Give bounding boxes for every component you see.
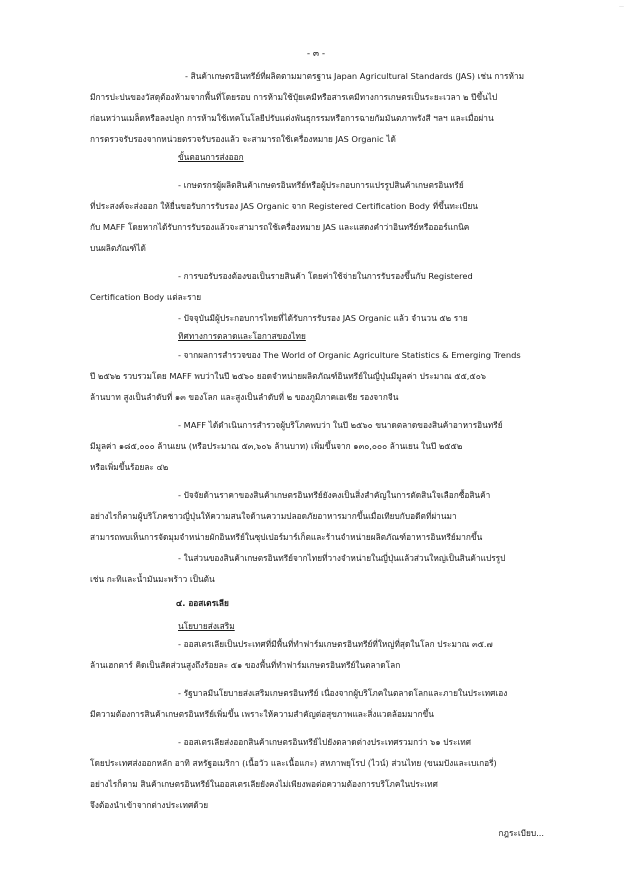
paragraph-line: สามารถพบเห็นการจัดมุมจำหน่ายผักอินทรีย์ในซุปเปอร์มาร์เก็ตและร้านจำหน่ายผลิตภัณฑ์อาหารอินทรีย์มากขึ้น (90, 532, 483, 542)
paragraph-line: ล้านบาท สูงเป็นลำดับที่ ๑๓ ของโลก และสูงเป็นลำดับที่ ๒ ของภูมิภาคเอเชีย รองจากจีน (90, 392, 399, 402)
paragraph-line: ปี ๒๕๖๒ รวบรวมโดย MAFF พบว่าในปี ๒๕๖๐ ยอดจำหน่ายผลิตภัณฑ์อินทรีย์ในญี่ปุ่นมีมูลค่า ประมาณ ๕๕,๕๐๖ (90, 371, 487, 381)
paragraph-line: - ปัจจัยด้านราคาของสินค้าเกษตรอินทรีย์ยังคงเป็นสิ่งสำคัญในการตัดสินใจเลือกซื้อสินค้า (178, 490, 491, 500)
page-number: - ๓ - (306, 49, 326, 59)
paragraph-line: มีความต้องการสินค้าเกษตรอินทรีย์เพิ่มขึ้น เพราะให้ความสำคัญต่อสุขภาพและสิ่งแวดล้อมมากขึ้น (90, 709, 434, 719)
paragraph-line: เช่น กะทิและน้ำมันมะพร้าว เป็นต้น (90, 574, 215, 584)
paragraph-line: หรือเพิ่มขึ้นร้อยละ ๔๒ (90, 462, 169, 472)
paragraph-line: - เกษตรกรผู้ผลิตสินค้าเกษตรอินทรีย์หรือผู้ประกอบการแปรรูปสินค้าเกษตรอินทรีย์ (178, 180, 464, 190)
section-heading-australia: ๔. ออสเตรเลีย (176, 598, 229, 608)
paragraph-line: - ในส่วนของสินค้าเกษตรอินทรีย์จากไทยที่วางจำหน่ายในญี่ปุ่นแล้วส่วนใหญ่เป็นสินค้าแปรรูป (178, 553, 506, 563)
section-heading-market-direction: ทิศทางการตลาดและโอกาสของไทย (178, 331, 306, 341)
paragraph-line: ล้านเฮกตาร์ คิดเป็นสัดส่วนสูงถึงร้อยละ ๕๑ ของพื้นที่ทำฟาร์มเกษตรอินทรีย์ในตลาดโลก (90, 660, 401, 670)
paragraph-line: จึงต้องนำเข้าจากต่างประเทศด้วย (90, 800, 209, 810)
paragraph-line: - รัฐบาลมีนโยบายส่งเสริมเกษตรอินทรีย์ เนื่องจากผู้บริโภคในตลาดโลกและภายในประเทศเอง (178, 688, 508, 698)
paragraph-line: การตรวจรับรองจากหน่วยตรวจรับรองแล้ว จะสามารถใช้เครื่องหมาย JAS Organic ได้ (90, 134, 396, 144)
paragraph-line: - ออสเตรเลียเป็นประเทศที่มีพื้นที่ทำฟาร์มเกษตรอินทรีย์ที่ใหญ่ที่สุดในโลก ประมาณ ๓๕.๗ (178, 639, 493, 649)
paragraph-line: มีมูลค่า ๑๘๕,๐๐๐ ล้านเยน (หรือประมาณ ๕๓,๖๐๖ ล้านบาท) เพิ่มขึ้นจาก ๑๓๐,๐๐๐ ล้านเยน ในปี ๒๕๕๒ (90, 441, 463, 451)
paragraph-line: กับ MAFF โดยหากได้รับการรับรองแล้วจะสามารถใช้เครื่องหมาย JAS และแสดงคำว่าอินทรีย์หรือออร์แกนิค (90, 222, 470, 232)
continuation-footer: กฎระเบียบ... (498, 828, 544, 838)
paragraph-line: Certification Body แต่ละราย (90, 292, 202, 302)
paragraph-line: ที่ประสงค์จะส่งออก ให้ยื่นขอรับการรับรอง JAS Organic จาก Registered Certification Body ที่ขึ้นทะเบียน (90, 201, 478, 211)
paragraph-line: ก่อนหว่านเมล็ดหรือลงปลูก การห้ามใช้เทคโนโลยีปรับแต่งพันธุกรรมหรือการฉายกัมมันตภาพรังสี ฯลฯ และเมื่อผ่าน (90, 113, 494, 123)
paragraph-line: อย่างไรก็ตาม สินค้าเกษตรอินทรีย์ในออสเตรเลียยังคงไม่เพียงพอต่อความต้องการบริโภคในประเทศ (90, 779, 438, 789)
paragraph-line: อย่างไรก็ตามผู้บริโภคชาวญี่ปุ่นให้ความสนใจด้านความปลอดภัยอาหารมากขึ้นเมื่อเทียบกับอดีตที่ผ่านมา (90, 511, 457, 521)
section-heading-promotion-policy: นโยบายส่งเสริม (178, 621, 235, 631)
paragraph-line: มีการปะปนของวัสดุต้องห้ามจากพื้นที่โดยรอบ การห้ามใช้ปุ๋ยเคมีหรือสารเคมีทางการเกษตรเป็นระยะเวลา ๒ ปีขึ้นไป (90, 92, 498, 102)
section-heading-export-steps: ขั้นตอนการส่งออก (178, 152, 244, 162)
corner-mark: — (619, 4, 624, 10)
paragraph-line: บนผลิตภัณฑ์ได้ (90, 243, 146, 253)
paragraph-line: - ออสเตรเลียส่งออกสินค้าเกษตรอินทรีย์ไปยังตลาดต่างประเทศรวมกว่า ๖๑ ประเทศ (178, 737, 471, 747)
paragraph-line: - การขอรับรองต้องขอเป็นรายสินค้า โดยค่าใช้จ่ายในการรับรองขึ้นกับ Registered (178, 271, 473, 281)
paragraph-line: - จากผลการสำรวจของ The World of Organic Agriculture Statistics & Emerging Trends (178, 350, 521, 360)
paragraph-line: - ปัจจุบันมีผู้ประกอบการไทยที่ได้รับการรับรอง JAS Organic แล้ว จำนวน ๕๒ ราย (178, 313, 468, 323)
paragraph-line: - MAFF ได้ดำเนินการสำรวจผู้บริโภคพบว่า ในปี ๒๕๖๐ ขนาดตลาดของสินค้าอาหารอินทรีย์ (178, 420, 503, 430)
paragraph-line: - สินค้าเกษตรอินทรีย์ที่ผลิตตามมาตรฐาน Japan Agricultural Standards (JAS) เช่น การห้าม (185, 71, 525, 81)
paragraph-line: โดยประเทศส่งออกหลัก อาทิ สหรัฐอเมริกา (เนื้อวัว และเนื้อแกะ) สหภาพยุโรป (ไวน์) ส่วนไทย (ขนมปังและเบเกอรี่) (90, 758, 497, 768)
